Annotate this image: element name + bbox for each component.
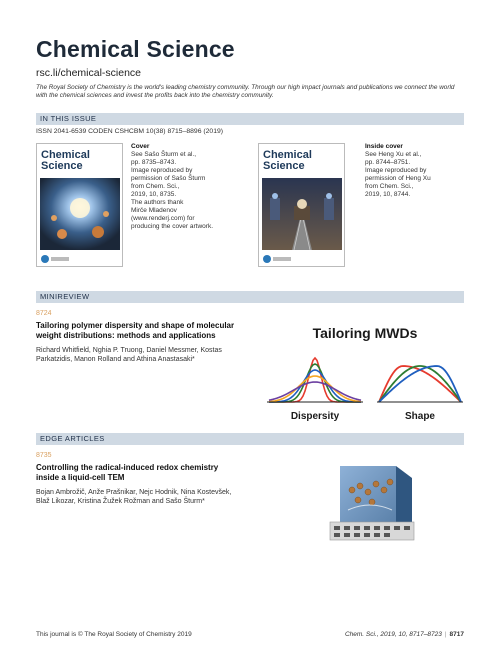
footer-citation: Chem. Sci., 2019, 10, 8717–8723 <box>344 631 442 638</box>
masthead-line1: Chemical <box>263 149 312 161</box>
front-cover-image[interactable] <box>36 143 123 267</box>
front-cover-caption <box>131 143 251 231</box>
journal-title: Chemical Science <box>36 36 235 62</box>
dispersity-curve <box>269 370 361 402</box>
footer-separator: | <box>444 631 447 638</box>
caption-line: from Chem. Sci., <box>131 183 180 190</box>
journal-url[interactable]: rsc.li/chemical-science <box>36 67 142 79</box>
issn-line: ISSN 2041-6539 CODEN CSHCBM 10(38) 8715–8896 (2019) <box>36 128 224 135</box>
edge-page-number[interactable]: 8735 <box>36 452 52 459</box>
front-cover-art <box>40 178 120 250</box>
minireview-authors: Richard Whitfield, Nghia P. Truong, Daniel Messmer, Kostas Parkatzidis, Manon Rolland and Athina Anastasaki* <box>36 347 222 363</box>
minireview-title[interactable]: Tailoring polymer dispersity and shape of molecular weight distributions: methods and applications <box>36 321 235 340</box>
minireview-toc-graphic <box>265 318 465 428</box>
caption-line: producing the cover artwork. <box>131 223 214 230</box>
shape-label: Shape <box>404 411 436 422</box>
edge-authors: Bojan Ambrožič, Anže Prašnikar, Nejc Hodnik, Nina Kostevšek, Blaž Likozar, Kristina Žužek Rožman and Sašo Šturm* <box>36 489 232 505</box>
caption-line: Image reproduced by <box>131 167 193 174</box>
section-bar-edge: EDGE ARTICLES <box>36 433 464 445</box>
caption-line: The authors thank <box>131 199 184 206</box>
caption-line: pp. 8735–8743. <box>131 159 177 166</box>
footer-citation-block <box>345 631 464 638</box>
shape-curve <box>379 366 461 402</box>
minireview-page-number[interactable]: 8724 <box>36 310 52 317</box>
masthead-line1: Chemical <box>41 149 90 161</box>
cover-masthead <box>41 150 90 172</box>
cover-masthead <box>263 150 312 172</box>
cover-footer <box>263 255 291 263</box>
barcode-icon <box>273 257 291 261</box>
section-bar-minireview: MINIREVIEW <box>36 291 464 303</box>
caption-line: pp. 8744–8751. <box>365 159 411 166</box>
edge-toc-graphic <box>300 460 430 560</box>
caption-line: permission of Sašo Šturm <box>131 175 206 182</box>
footer-copyright: This journal is © The Royal Society of Chemistry 2019 <box>36 631 192 638</box>
caption-line: 2019, 10, 8735. <box>131 191 177 198</box>
rsc-logo-icon <box>263 255 271 263</box>
front-cover-heading: Cover <box>131 143 150 150</box>
section-bar-issue: IN THIS ISSUE <box>36 113 464 125</box>
caption-line: (www.renderj.com) for <box>131 215 195 222</box>
inside-cover-art <box>262 178 342 250</box>
caption-line: 2019, 10, 8744. <box>365 191 411 198</box>
graphic-title: Tailoring MWDs <box>312 325 418 341</box>
caption-line: See Sašo Šturm et al., <box>131 151 197 158</box>
page-number: 8717 <box>449 631 464 638</box>
journal-blurb: The Royal Society of Chemistry is the world's leading chemistry community. Through our high impact journals and publications we connect the world with the chemical sciences and invest the profits back into the chemistry community. <box>36 84 455 99</box>
caption-line: Mirče Mladenov <box>131 207 177 214</box>
caption-line: permission of Heng Xu <box>365 175 431 182</box>
shape-curve <box>379 366 461 402</box>
barcode-icon <box>51 257 69 261</box>
dispersity-curve <box>269 382 361 400</box>
rsc-logo-icon <box>41 255 49 263</box>
shape-curve <box>379 366 461 402</box>
inside-cover-heading: Inside cover <box>365 143 403 150</box>
caption-line: from Chem. Sci., <box>365 183 414 190</box>
dispersity-curve <box>269 376 361 402</box>
inside-cover-image[interactable] <box>258 143 345 267</box>
masthead-line2: Science <box>263 160 305 172</box>
dispersity-label: Dispersity <box>290 411 340 422</box>
inside-cover-caption <box>365 143 465 199</box>
dispersity-curves <box>269 358 361 402</box>
shape-curves <box>379 366 461 402</box>
caption-line: See Heng Xu et al., <box>365 151 422 158</box>
edge-title[interactable]: Controlling the radical-induced redox chemistry inside a liquid-cell TEM <box>36 463 219 482</box>
caption-line: Image reproduced by <box>365 167 427 174</box>
cover-footer <box>41 255 69 263</box>
masthead-line2: Science <box>41 160 83 172</box>
